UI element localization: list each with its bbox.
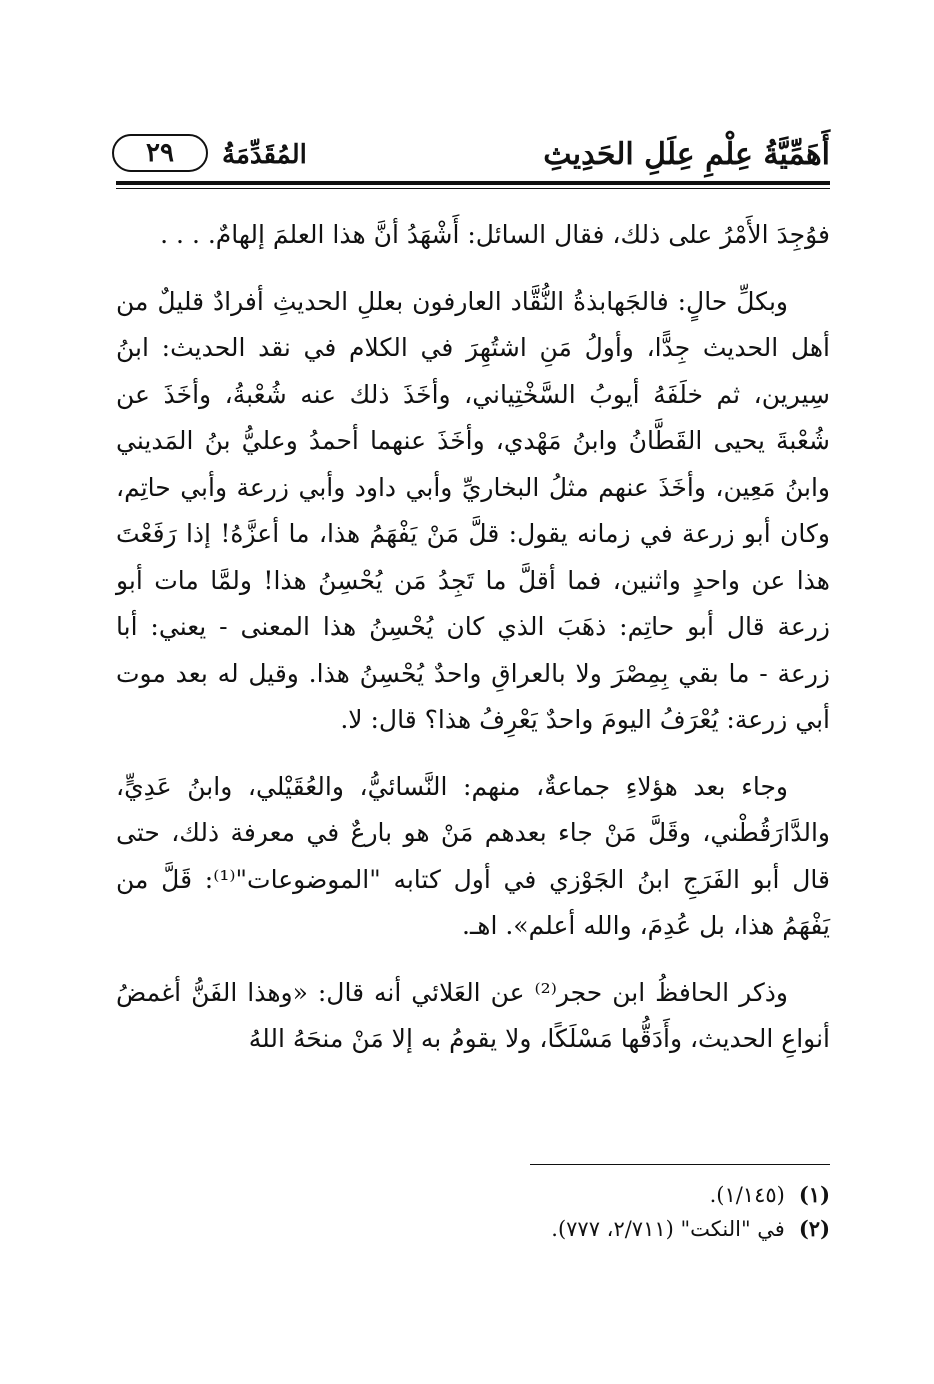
footnote-number: (٢) [798, 1216, 830, 1241]
section-title: المُقَدِّمَةُ [222, 140, 307, 170]
footnote [116, 1178, 830, 1212]
footnote-separator [530, 1164, 830, 1165]
footnote-number: (١) [798, 1182, 830, 1207]
footnotes [116, 1178, 830, 1246]
body-text [116, 212, 830, 1063]
footnote-text: (١/١٤٥). [709, 1183, 785, 1207]
header-rule-thick [116, 181, 830, 185]
paragraph: فوُجِدَ الأَمْرُ على ذلك، فقال السائل: أَشْهَدُ أنَّ هذا العلمَ إلهامٌ. . . . [160, 220, 830, 249]
paragraph: وبكلِّ حالٍ: فالجَهابذةُ النُّقَّاد العارفون بعللِ الحديثِ أفرادٌ قليلٌ من أهل الحديث جِدًّا، وأولُ مَنِ اشتُهِرَ في الكلام في نقد الحديث: ابنُ سِيرين، ثم خلَفَهُ أيوبُ السَّخْتِياني، وأخَذَ ذلك عنه شُعْبةُ، وأخَذَ عن شُعْبةَ يحيى القَطَّانُ وابنُ مَهْدي، وأخَذَ عنهما أحمدُ وعليُّ بنُ المَديني وابنُ مَعِين، وأخَذَ عنهم مثلُ البخاريِّ وأبي داود وأبي زرعة وأبي حاتِم، وكان أبو زرعة في زمانه يقول: قلَّ مَنْ يَفْهَمُ هذا، ما أعزَّهُ! إذا رَفَعْتَ هذا عن واحدٍ واثنين، فما أقلَّ ما تَجِدُ مَن يُحْسِنُ هذا! ولمَّا مات أبو زرعة قال أبو حاتِم: ذهَبَ الذي كان يُحْسِنُ هذا المعنى - يعني: أبا زرعة - ما بقي بِمِصْرَ ولا بالعراقِ واحدٌ يُحْسِنُ هذا. وقيل له بعد موت أبي زرعة: يُعْرَفُ اليومَ واحدٌ يَعْرِفُ هذا؟ قال: لا. [116, 286, 830, 734]
header-rule-thin [116, 188, 830, 189]
footnote [116, 1212, 830, 1246]
footnote-text: في "النكت" (٢/٧١١، ٧٧٧). [551, 1217, 785, 1241]
page-number: ٢٩ [112, 134, 208, 172]
paragraph: وجاء بعد هؤلاءِ جماعةٌ، منهم: النَّسائيُّ، والعُقَيْلي، وابنُ عَدِيٍّ، والدَّارَقُطْني، وقَلَّ مَنْ جاء بعدهم مَنْ هو بارعٌ في معرفة ذلك، حتى قال أبو الفَرَجِ ابنُ الجَوْزي في أول كتابه "الموضوعات"⁽¹⁾: قَلَّ من يَفْهَمُ هذا، بل عُدِمَ، والله أعلم». اهـ. [116, 771, 830, 940]
page-header [112, 130, 830, 180]
book-title: أَهَمِّيَّةُ عِلْمِ عِلَلِ الحَدِيثِ [543, 137, 830, 172]
paragraph: وذكر الحافظُ ابن حجر⁽²⁾ عن العَلائي أنه قال: «وهذا الفَنُّ أغمضُ أنواعِ الحديث، وأَدَقُّها مَسْلَكًا، ولا يقومُ به إلا مَنْ منحَهُ اللهُ [116, 977, 830, 1053]
